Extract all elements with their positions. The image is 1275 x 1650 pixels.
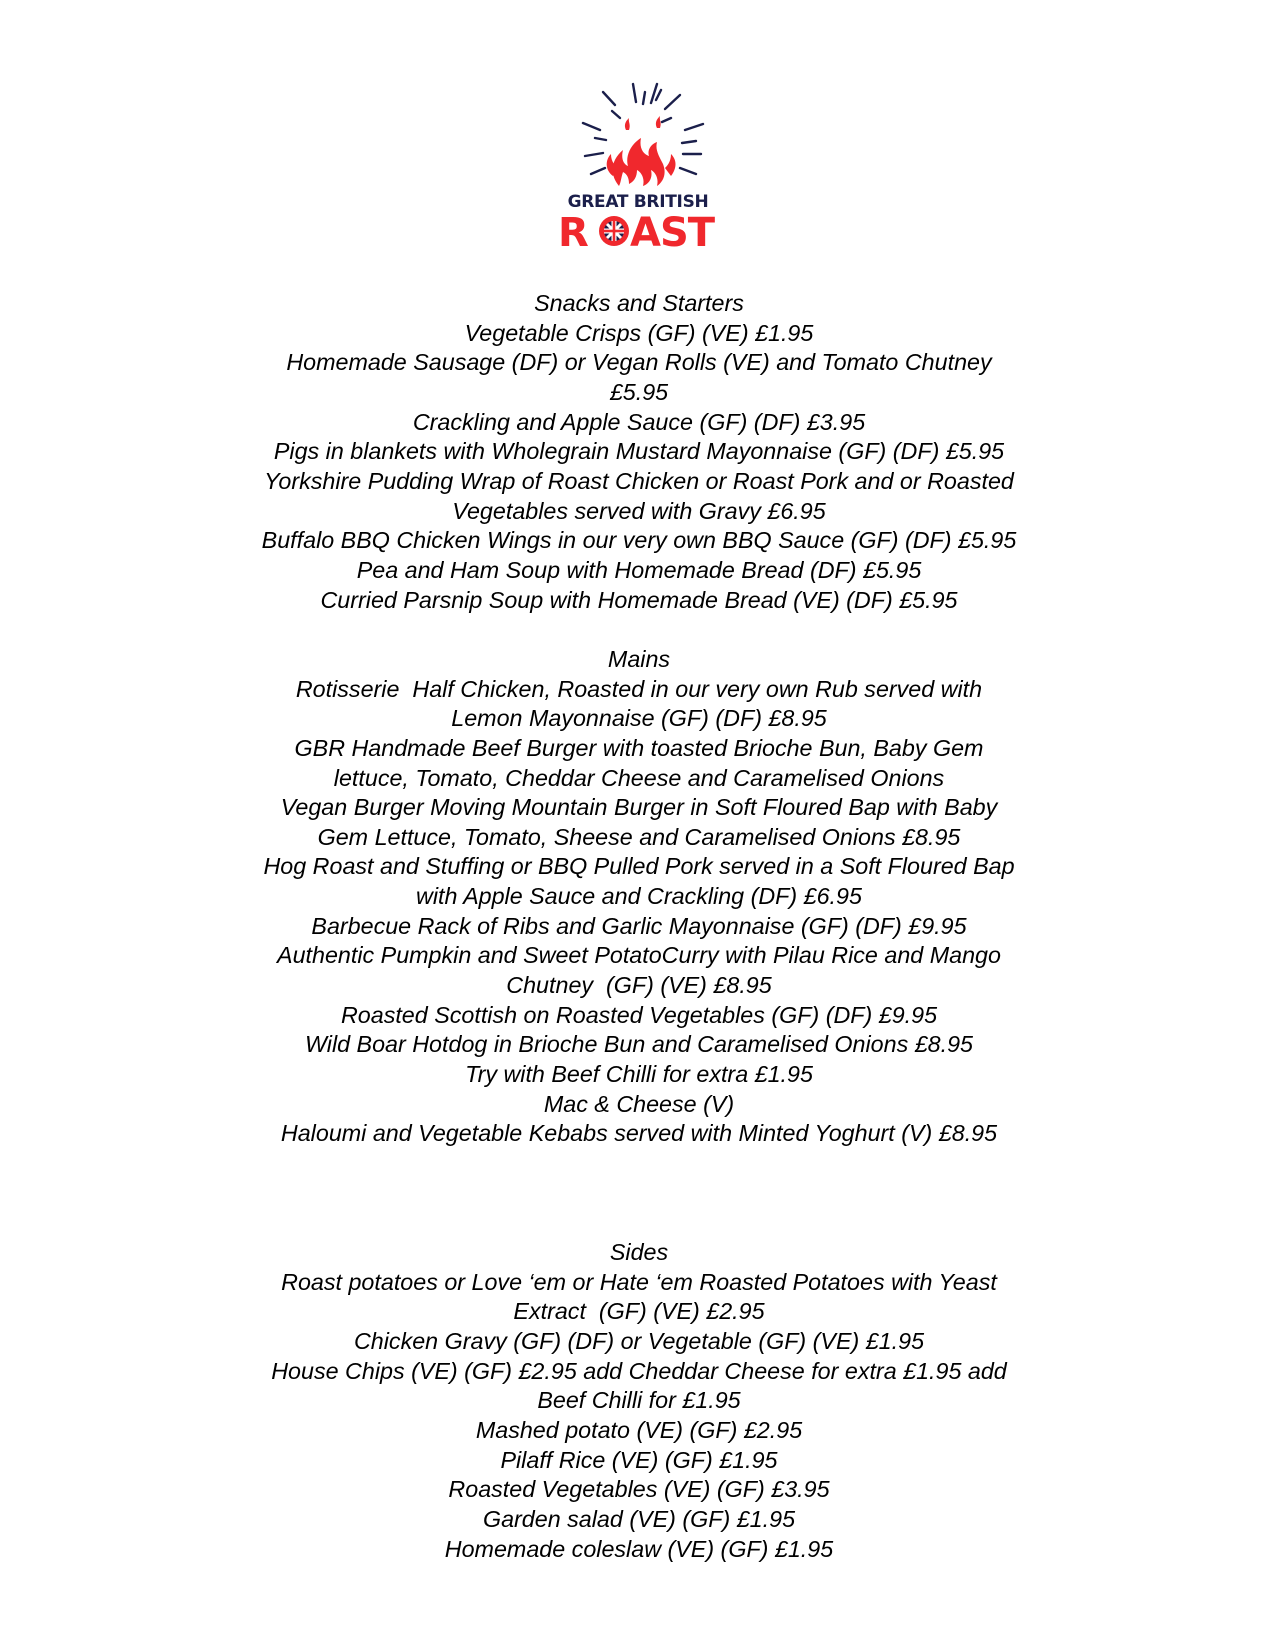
great-british-roast-logo [553, 78, 723, 253]
menu-line: Garden salad (VE) (GF) £1.95 [482, 1505, 796, 1532]
menu-line: Authentic Pumpkin and Sweet PotatoCurry with Pilau Rice and Mango [277, 942, 1001, 969]
section-sides [0, 1238, 1275, 1564]
menu-line: House Chips (VE) (GF) £2.95 add Cheddar Cheese for extra £1.95 add [271, 1357, 1007, 1384]
flame-icon [607, 116, 676, 186]
menu-line: Yorkshire Pudding Wrap of Roast Chicken or Roast Pork and or Roasted [264, 467, 1014, 494]
menu-line: Hog Roast and Stuffing or BBQ Pulled Pork served in a Soft Floured Bap [263, 853, 1015, 880]
menu-line: Roast potatoes or Love ‘em or Hate ‘em Roasted Potatoes with Yeast [281, 1268, 997, 1295]
menu-line: Wild Boar Hotdog in Brioche Bun and Caramelised Onions £8.95 [304, 1031, 973, 1058]
menu-line: Extract (GF) (VE) £2.95 [513, 1298, 765, 1325]
union-jack-icon [599, 216, 629, 246]
menu-line: Homemade Sausage (DF) or Vegan Rolls (VE) and Tomato Chutney [286, 349, 992, 376]
menu-line: Haloumi and Vegetable Kebabs served with Minted Yoghurt (V) £8.95 [280, 1120, 998, 1147]
spacer [0, 1179, 1275, 1209]
menu-line: with Apple Sauce and Crackling (DF) £6.95 [416, 883, 862, 910]
menu-line: Barbecue Rack of Ribs and Garlic Mayonnaise (GF) (DF) £9.95 [311, 912, 967, 939]
logo-text-r: R [558, 210, 589, 253]
spacer [0, 1208, 1275, 1238]
section-title: Sides [609, 1239, 669, 1265]
menu-line: Pilaff Rice (VE) (GF) £1.95 [500, 1446, 778, 1473]
menu-line: Beef Chilli for £1.95 [537, 1387, 741, 1414]
section-snacks-and-starters [0, 289, 1275, 615]
section-mains [0, 645, 1275, 1149]
menu-line: Vegetable Crisps (GF) (VE) £1.95 [464, 319, 814, 346]
menu-line: Pea and Ham Soup with Homemade Bread (DF) £5.95 [356, 556, 922, 583]
menu-line: Mac & Cheese (V) [543, 1090, 735, 1117]
menu-document [0, 289, 1275, 1564]
menu-line: Vegan Burger Moving Mountain Burger in Soft Floured Bap with Baby [280, 794, 998, 821]
menu-line: Curried Parsnip Soup with Homemade Bread (VE) (DF) £5.95 [320, 586, 958, 613]
menu-line: lettuce, Tomato, Cheddar Cheese and Caramelised Onions [333, 764, 945, 791]
logo-text-great-british: GREAT BRITISH [567, 192, 709, 212]
menu-line: Chicken Gravy (GF) (DF) or Vegetable (GF) (VE) £1.95 [353, 1327, 925, 1354]
logo-text-ast: AST [630, 210, 715, 253]
menu-line: Vegetables served with Gravy £6.95 [452, 497, 826, 524]
section-title: Mains [607, 645, 671, 672]
menu-line: Rotisserie Half Chicken, Roasted in our very own Rub served with [295, 675, 983, 702]
menu-line: GBR Handmade Beef Burger with toasted Brioche Bun, Baby Gem [294, 734, 984, 761]
menu-line: Pigs in blankets with Wholegrain Mustard Mayonnaise (GF) (DF) £5.95 [273, 438, 1005, 465]
spacer [0, 1149, 1275, 1179]
menu-line: Roasted Scottish on Roasted Vegetables (GF) (DF) £9.95 [340, 1001, 938, 1028]
section-title: Snacks and Starters [534, 290, 744, 316]
menu-line: £5.95 [609, 378, 669, 405]
menu-line: Buffalo BBQ Chicken Wings in our very own BBQ Sauce (GF) (DF) £5.95 [261, 527, 1017, 554]
menu-line: Crackling and Apple Sauce (GF) (DF) £3.95 [412, 408, 866, 435]
menu-line: Lemon Mayonnaise (GF) (DF) £8.95 [451, 705, 827, 732]
menu-line: Chutney (GF) (VE) £8.95 [506, 972, 772, 999]
logo-graphic [553, 78, 723, 253]
spacer [0, 615, 1275, 645]
menu-line: Roasted Vegetables (VE) (GF) £3.95 [448, 1476, 830, 1503]
menu-line: Mashed potato (VE) (GF) £2.95 [475, 1416, 803, 1443]
menu-line: Try with Beef Chilli for extra £1.95 [465, 1061, 813, 1088]
menu-line: Homemade coleslaw (VE) (GF) £1.95 [444, 1535, 834, 1562]
menu-line: Gem Lettuce, Tomato, Sheese and Caramelised Onions £8.95 [317, 823, 961, 850]
